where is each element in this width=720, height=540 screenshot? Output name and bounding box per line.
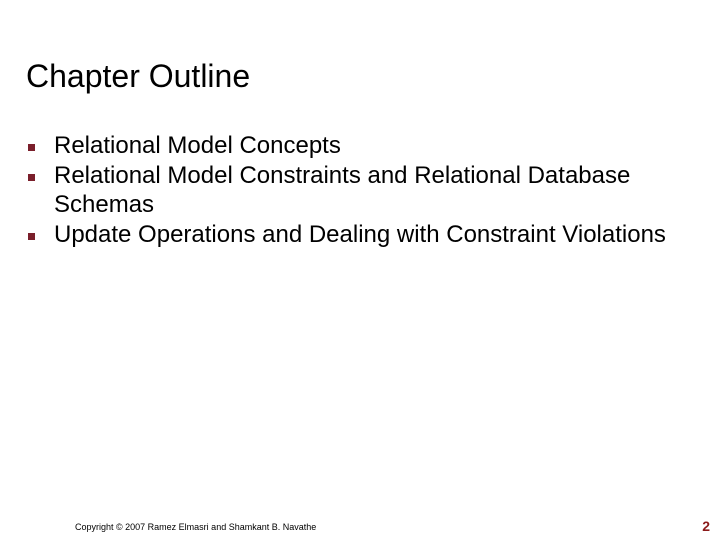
footer-copyright: Copyright © 2007 Ramez Elmasri and Shamkant B. Navathe: [75, 522, 317, 532]
bullet-item: [28, 161, 668, 220]
bullet-list: [28, 131, 668, 249]
square-bullet-icon: [28, 174, 35, 181]
slide-title: Chapter Outline: [26, 58, 251, 94]
bullet-text: Relational Model Concepts: [54, 132, 341, 159]
page-number: 2: [702, 518, 710, 534]
bullet-text: Update Operations and Dealing with Constraint Violations: [54, 220, 666, 248]
square-bullet-icon: [28, 233, 35, 240]
bullet-item: [28, 220, 668, 250]
square-bullet-icon: [28, 144, 35, 151]
bullet-item: [28, 131, 668, 161]
bullet-text: Relational Model Constraints and Relational Database Schemas: [54, 161, 631, 218]
